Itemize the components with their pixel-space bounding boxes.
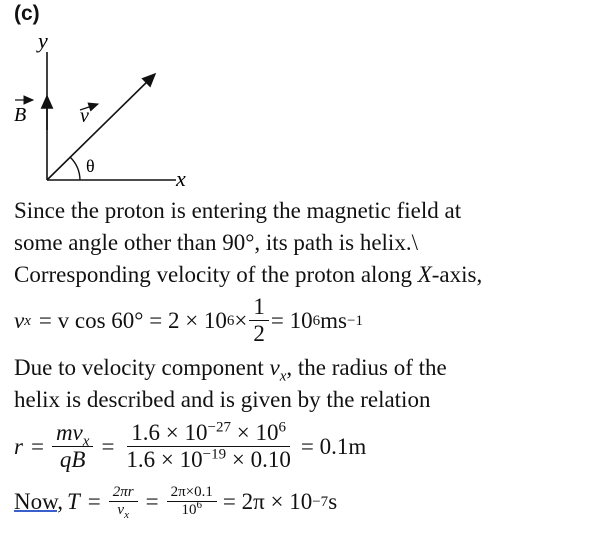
eq-r-frac1-den: qB xyxy=(59,447,86,473)
eq-t-eq1: = xyxy=(87,488,101,514)
eq-r-lhs: r xyxy=(14,433,23,459)
x-axis-label: x xyxy=(176,166,186,191)
eq-t-frac2-den-pow: 6 xyxy=(196,499,202,512)
velocity-vector xyxy=(47,74,155,180)
b-label: B xyxy=(14,104,27,126)
eq-r-frac2-den-b: × 0.10 xyxy=(226,447,291,473)
eq-vx-fraction xyxy=(249,294,269,348)
eq-vx-unit: ms xyxy=(320,307,347,333)
eq-r-frac1-num xyxy=(52,420,94,450)
eq-r-frac1-num-sub: x xyxy=(82,433,90,450)
para2-line1 xyxy=(14,352,447,384)
eq-r-frac2-den-a: 1.6 × 10 xyxy=(126,447,203,473)
para1-line1: Since the proton is entering the magnetic field at xyxy=(14,198,462,223)
eq-vx-eq: = 10 xyxy=(270,307,313,333)
eq-r-frac2-den-pow: −19 xyxy=(202,446,227,463)
angle-arc xyxy=(70,157,80,180)
eq-t-frac1-den-text: v xyxy=(117,502,125,519)
eq-r-frac2-den xyxy=(122,447,294,473)
para2-line1-suffix: , the radius of the xyxy=(286,355,447,380)
velocity-diagram xyxy=(0,0,220,200)
eq-t-fraction1 xyxy=(109,484,138,520)
para1-line3-suffix: -axis, xyxy=(431,262,483,287)
eq-r-fraction1 xyxy=(52,420,94,474)
eq-t-frac2-num: 2π×0.1 xyxy=(167,484,217,502)
eq-r-result: = 0.1m xyxy=(300,433,367,459)
eq-t-frac1-den-sub: x xyxy=(124,509,129,522)
eq-vx-times: × xyxy=(234,307,248,333)
para1-line3-axis: X xyxy=(417,262,432,287)
eq-r-frac2-num-a: 1.6 × 10 xyxy=(131,420,208,445)
v-label: v xyxy=(80,105,89,127)
angle-label: θ xyxy=(86,156,95,176)
eq-t-fraction2 xyxy=(167,484,217,520)
eq-r-frac2-num-pow: −27 xyxy=(207,419,231,436)
eq-r-frac2-num-pow2: 6 xyxy=(278,419,286,436)
equation-vx: v x = v cos 60° = 2 × 10 6 × $\frac{1}{2}$ = 10 6 ms −1 xyxy=(14,294,363,347)
eq-r-eq1: = xyxy=(30,433,44,459)
eq-vx-mid: = v cos 60° = 2 × 10 xyxy=(38,307,227,333)
eq-t-eq2: = xyxy=(145,488,159,514)
para2-line1-sub: x xyxy=(279,368,287,385)
eq-vx-frac-den: 2 xyxy=(253,321,265,347)
y-axis-label: y xyxy=(38,28,48,53)
para1-line3-prefix: Corresponding velocity of the proton along xyxy=(14,262,418,287)
para1-line2: some angle other than 90°, its path is helix.\ xyxy=(14,230,418,255)
eq-t-frac2-den-text: 10 xyxy=(181,502,197,519)
para2-line1-prefix: Due to velocity component xyxy=(14,355,270,380)
eq-r-eq2: = xyxy=(101,433,115,459)
para1-line3 xyxy=(14,259,482,291)
eq-r-fraction2 xyxy=(122,420,294,474)
eq-t-result-a: = 2π × 10 xyxy=(222,488,313,514)
eq-vx-frac-num: 1 xyxy=(249,294,269,321)
part-label: (c) xyxy=(14,2,40,25)
eq-vx-lhs: v xyxy=(14,307,25,333)
equation-r xyxy=(14,420,366,474)
eq-t-lhs: T xyxy=(66,488,80,514)
now-label: Now, xyxy=(14,488,63,514)
eq-r-frac1-num-text: mv xyxy=(55,420,83,445)
eq-t-result-b: s xyxy=(328,488,338,514)
eq-t-frac1-num: 2πr xyxy=(109,484,138,502)
eq-r-frac2-num-b: × 10 xyxy=(231,420,279,445)
equation-t: Now, T = $\frac{2\pi r}{v_x}$ = $\frac{2\pi\times 0.1}{10^6}$ = 2π × 10 −7 s xyxy=(14,484,338,522)
para2-line1-var: v xyxy=(269,355,280,380)
eq-t-frac2-den xyxy=(178,499,207,519)
eq-t-frac1-den xyxy=(113,502,133,522)
para2-line2: helix is described and is given by the relation xyxy=(14,387,431,412)
eq-r-frac2-num xyxy=(127,420,290,447)
